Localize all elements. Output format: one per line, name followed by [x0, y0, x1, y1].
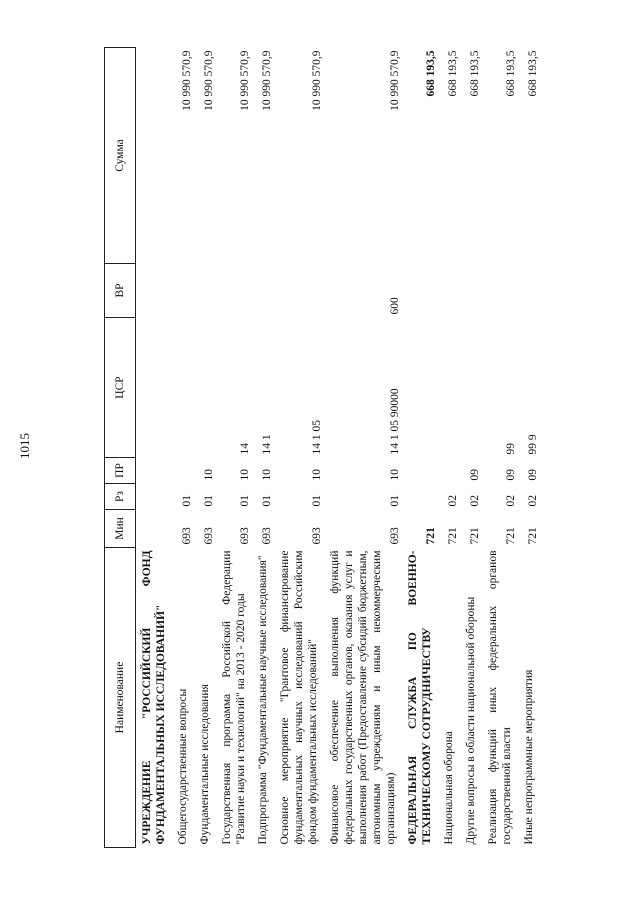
row-name: Подпрограмма "Фундаментальные научные исследования": [257, 555, 270, 845]
row-min: 693: [203, 527, 216, 545]
row-csr: 14: [239, 443, 252, 455]
table-row: [136, 48, 173, 848]
row-name: Государственная программа Российской Федерации "Развитие науки и технологий" на 2013 - 2020 годы: [221, 550, 248, 845]
row-pr: 09: [505, 469, 518, 481]
row-name: ФЕДЕРАЛЬНАЯ СЛУЖБА ПО ВОЕННО-ТЕХНИЧЕСКОМУ СОТРУДНИЧЕСТВУ: [407, 550, 434, 845]
row-rz: 01: [261, 495, 274, 507]
row-rz: 02: [527, 495, 540, 507]
row-vr: [194, 264, 216, 318]
row-sum: [136, 48, 173, 264]
row-min: 693: [181, 527, 194, 545]
row-csr: [172, 318, 194, 458]
header-rz: Рз: [105, 484, 136, 510]
row-sum: 668 193,5: [527, 50, 540, 97]
row-sum: 668 193,5: [505, 50, 518, 97]
row-pr: [136, 458, 173, 484]
row-rz: [136, 484, 173, 510]
row-csr: 99 9: [527, 434, 540, 455]
row-csr: [136, 318, 173, 458]
row-vr: [402, 264, 438, 318]
table-row: [172, 48, 194, 848]
row-name: Национальная оборона: [443, 731, 456, 845]
row-rz: 01: [311, 495, 324, 507]
row-csr: [194, 318, 216, 458]
row-vr: [274, 264, 324, 318]
row-csr: [438, 318, 460, 458]
row-name: Другие вопросы в области национальной обороны: [465, 596, 478, 845]
row-min: 693: [239, 527, 252, 545]
row-csr: 14 1 05 90000: [389, 388, 402, 455]
row-pr: 10: [203, 469, 216, 481]
row-csr: [460, 318, 482, 458]
table-row: [460, 48, 482, 848]
row-sum: 668 193,5: [447, 50, 460, 97]
row-min: 721: [447, 527, 460, 545]
header-csr: ЦСР: [105, 318, 136, 458]
row-pr: 10: [311, 469, 324, 481]
row-csr: 99: [505, 443, 518, 455]
table-row: [216, 48, 252, 848]
table-row: [252, 48, 274, 848]
header-name: Наименование: [105, 548, 136, 848]
row-vr: [518, 264, 540, 318]
row-sum: 10 990 570,9: [389, 50, 402, 111]
row-rz: 01: [203, 495, 216, 507]
budget-table: [104, 47, 540, 848]
table-row: [482, 48, 518, 848]
row-name: Фундаментальные исследования: [199, 684, 212, 845]
row-name: Общегосударственные вопросы: [177, 688, 190, 845]
row-sum: 10 990 570,9: [181, 50, 194, 111]
row-rz: 02: [447, 495, 460, 507]
row-vr: [136, 264, 173, 318]
row-min: 693: [389, 527, 402, 545]
row-min: 721: [527, 527, 540, 545]
row-min: 721: [425, 527, 438, 545]
row-sum: 10 990 570,9: [311, 50, 324, 111]
row-min: [136, 510, 173, 548]
row-sum: 668 193,5: [469, 50, 482, 97]
header-sum: Сумма: [105, 48, 136, 264]
row-vr: [216, 264, 252, 318]
row-name: Реализация функций иных федеральных органов государственной власти: [487, 550, 514, 845]
row-min: 693: [311, 527, 324, 545]
row-vr: [460, 264, 482, 318]
row-pr: 10: [389, 469, 402, 481]
row-vr: [172, 264, 194, 318]
table-header-row: [105, 48, 136, 848]
row-vr: 600: [389, 297, 402, 315]
header-vr: ВР: [105, 264, 136, 318]
row-vr: [438, 264, 460, 318]
row-pr: 10: [261, 469, 274, 481]
row-pr: 10: [239, 469, 252, 481]
table-row: [194, 48, 216, 848]
row-sum: 10 990 570,9: [261, 50, 274, 111]
row-min: 721: [469, 527, 482, 545]
row-rz: 02: [505, 495, 518, 507]
row-min: 693: [261, 527, 274, 545]
row-csr: 14 1 05: [311, 420, 324, 455]
row-rz: [402, 484, 438, 510]
row-name: Основное мероприятие "Грантовое финансирование фундаментальных научных исследований Российским фондом фундаментальных исследований": [279, 550, 320, 845]
row-min: 721: [505, 527, 518, 545]
row-sum: 668 193,5: [425, 50, 438, 97]
row-name: Финансовое обеспечение выполнения функций федеральных государственных органов, оказания услуг и выполнения работ (Предоставление субсидий бюджетным, автономным учреждениям и иным некоммерческим организациям): [329, 550, 398, 845]
table-row: [324, 48, 402, 848]
row-sum: 10 990 570,9: [239, 50, 252, 111]
row-csr: [402, 318, 438, 458]
table-row: [438, 48, 460, 848]
row-pr: [402, 458, 438, 484]
row-rz: 01: [389, 495, 402, 507]
rotated-page-content: [104, 48, 594, 848]
row-pr: 09: [469, 469, 482, 481]
row-name: Иные непрограммные мероприятия: [523, 669, 536, 845]
table-row: [402, 48, 438, 848]
row-rz: 01: [181, 495, 194, 507]
row-csr: 14 1: [261, 434, 274, 455]
row-pr: [438, 458, 460, 484]
table-row: [274, 48, 324, 848]
row-vr: [482, 264, 518, 318]
row-name: УЧРЕЖДЕНИЕ "РОССИЙСКИЙ ФОНД ФУНДАМЕНТАЛЬНЫХ ИССЛЕДОВАНИЙ": [141, 550, 168, 845]
table-row: [518, 48, 540, 848]
row-sum: 10 990 570,9: [203, 50, 216, 111]
row-rz: 02: [469, 495, 482, 507]
row-pr: 09: [527, 469, 540, 481]
page-number: 1015: [17, 433, 32, 459]
header-min: Мин: [105, 510, 136, 548]
row-rz: 01: [239, 495, 252, 507]
header-pr: ПР: [105, 458, 136, 484]
row-vr: [252, 264, 274, 318]
row-pr: [172, 458, 194, 484]
